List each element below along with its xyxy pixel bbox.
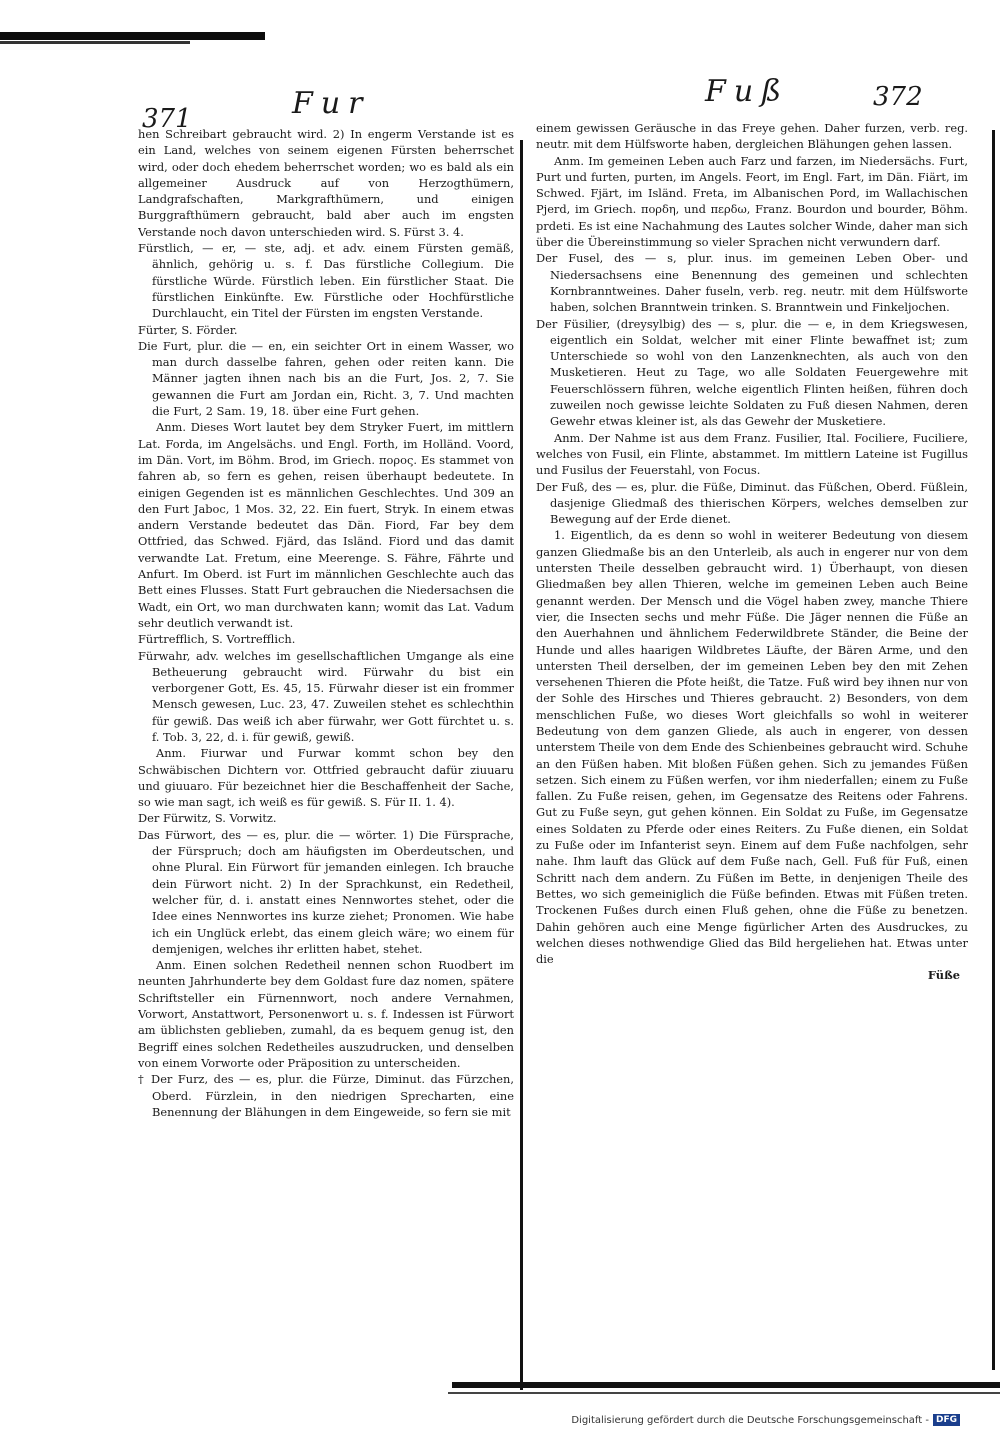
right-text-column [536, 120, 968, 1378]
text-paragraph: Das Fürwort, des — es, plur. die — wörter. 1) Die Fürsprache, der Fürspruch; doch am häufigsten im Oberdeutschen, und ohne Plural. Ein Fürwort für jemanden einlegen. Ich brauche dein Fürwort nicht. 2) In der Sprachkunst, ein Redetheil, welcher für, d. i. anstatt eines Nennwortes stehet, oder die Idee eines Nennwortes ins kurze ziehet; Pronomen. Wie habe ich ein Unglück erlebt, das einem gleich wäre; wo einem für demjenigen, welches ihr erlitten habet, stehet. [138, 827, 514, 956]
text-paragraph: einem gewissen Geräusche in das Freye gehen. Daher furzen, verb. reg. neutr. mit dem Hülfsworte haben, dergleichen Blähungen gehen lassen. [536, 121, 968, 152]
text-paragraph: Der Füsilier, (dreysylbig) des — s, plur. die — e, in dem Kriegswesen, eigentlich ein Soldat, welcher mit einer Flinte bewaffnet ist; zum Unterschiede so wohl von den Lanzenknechten, als auch von den Musketieren. Heut zu Tage, wo alle Soldaten Feuergewehre mit Feuerschlössern führen, welche eigentlich Flinten heißen, führen doch zuweilen noch gewisse leichte Soldaten zu Fuß diesen Nahmen, deren Gewehr etwas kleiner ist, als das Gewehr der Musketiere. [536, 316, 968, 429]
text-paragraph: Der Fürwitz, S. Vorwitz. [138, 811, 277, 826]
dfg-logo: DFG [933, 1414, 960, 1426]
text-paragraph: Fürstlich, — er, — ste, adj. et adv. einem Fürsten gemäß, ähnlich, gehörig u. s. f. Das fürstliche Collegium. Die fürstliche Würde. Fürstlich leben. Ein fürstlicher Staat. Die fürstlichen Einkünfte. Ew. Fürstliche oder Hochfürstliche Durchlaucht, ein Titel der Fürsten im engsten Verstande. [138, 241, 514, 321]
text-paragraph: Füße [927, 968, 960, 983]
text-paragraph: Anm. Der Nahme ist aus dem Franz. Fusilier, Ital. Fociliere, Fuciliere, welches von Fusil, ein Flinte, abstammet. Im mittlern Lateine ist Fugillus und Fusilus der Feuerstahl, von Focus. [536, 430, 968, 478]
text-paragraph: Fürwahr, adv. welches im gesellschaftlichen Umgange als eine Betheuerung gebraucht wird. Fürwahr du bist ein verborgener Gott, Es. 45, 15. Fürwahr dieser ist ein frommer Mensch gewesen, Luc. 23, 47. Zuweilen stehet es schlechthin für gewiß. Das weiß ich aber fürwahr, wer Gott fürchtet u. s. f. Tob. 3, 22, d. i. für gewiß, gewiß. [138, 648, 514, 744]
text-paragraph: Anm. Fiurwar und Furwar kommt schon bey den Schwäbischen Dichtern vor. Ottfried gebraucht dafür ziuuaru und giuuaro. Für bezeichnet hier die Beschaffenheit der Sache, so wie man sagt, ich weiß es für gewiß. S. Für II. 1. 4). [138, 746, 514, 810]
gutter-line [520, 140, 523, 1390]
text-paragraph: Die Furt, plur. die — en, ein seichter Ort in einem Wasser, wo man durch dasselbe fahren, gehen oder reiten kann. Die Männer jagten ihnen nach bis an die Furt, Jos. 2, 7. Sie gewannen die Furt am Jordan ein, Richt. 3, 7. Und machten die Furt, 2 Sam. 19, 18. über eine Furt gehen. [138, 338, 514, 419]
left-headword: Fur [292, 86, 371, 121]
footer-text: Digitalisierung gefördert durch die Deutsche Forschungsgemeinschaft - [571, 1414, 929, 1426]
bottom-edge-bar-thin [448, 1392, 1000, 1394]
right-headword: Fuß [705, 74, 790, 109]
bottom-edge-bar [452, 1382, 1000, 1388]
text-paragraph: † Der Furz, des — es, plur. die Fürze, Diminut. das Fürzchen, Oberd. Fürzlein, in den niedrigen Sprecharten, eine Benennung der Blähungen in dem Eingeweide, so fern sie mit [138, 1072, 514, 1119]
text-paragraph: Anm. Im gemeinen Leben auch Farz und farzen, im Niedersächs. Furt, Purt und furten, purten, im Angels. Feort, im Engl. Fart, im Dän. Fiärt, im Schwed. Fjärt, im Isländ. Freta, im Albanischen Pord, im Wallachischen Pjerd, im Griech. πορδη, und περδω, Franz. Bourdon und bourder, Böhm. prdeti. Es ist eine Nachahmung des Lautes solcher Winde, daher man sich über die Übereinstimmung so vieler Sprachen nicht verwundern darf. [536, 153, 968, 250]
right-edge-line [992, 130, 995, 1370]
scan-edge-bar [0, 32, 265, 40]
text-paragraph: Fürtrefflich, S. Vortrefflich. [138, 632, 296, 647]
text-paragraph: Der Fuß, des — es, plur. die Füße, Diminut. das Füßchen, Oberd. Füßlein, dasjenige Gliedmaß des thierischen Körpers, welches demselben zur Bewegung auf der Erde dienet. [536, 479, 968, 527]
left-page-number: 371 [142, 104, 192, 134]
left-text-column [138, 126, 514, 1372]
text-paragraph: hen Schreibart gebraucht wird. 2) In engerm Verstande ist es ein Land, welches von seinem eigenen Fürsten beherrschet wird, oder doch ehedem beherrschet worden; wo es bald als ein allgemeiner Ausdruck auf von Herzogthümern, Landgrafschaften, Markgrafthümern, und einigen Burggrafthümern gebraucht, bald aber auch im engsten Verstande noch davon unterschieden wird. S. Fürst 3. 4. [138, 127, 514, 239]
footer [571, 1414, 960, 1426]
right-page-number: 372 [873, 82, 923, 112]
text-paragraph: Anm. Einen solchen Redetheil nennen schon Ruodbert im neunten Jahrhunderte bey dem Goldast fure daz nomen, spätere Schriftsteller ein Fürnennwort, noch andere Vernahmen, Vorwort, Anstattwort, Personenwort u. s. f. Indessen ist Fürwort am üblichsten geblieben, zumahl, da es bequem genug ist, den Begriff eines solchen Redetheiles auszudrucken, und denselben von einem Vorworte oder Präposition zu unterscheiden. [138, 958, 514, 1070]
text-paragraph: Der Fusel, des — s, plur. inus. im gemeinen Leben Ober- und Niedersachsens eine Benennung des gemeinen und schlechten Kornbranntweines. Daher fuseln, verb. reg. neutr. mit dem Hülfsworte haben, solchen Branntwein trinken. S. Branntwein und Finkeljochen. [536, 251, 968, 315]
scan-edge-bar-thin [0, 41, 190, 44]
text-paragraph: Fürter, S. Förder. [138, 322, 238, 337]
text-paragraph: Anm. Dieses Wort lautet bey dem Stryker Fuert, im mittlern Lat. Forda, im Angelsächs. und Engl. Forth, im Holländ. Voord, im Dän. Vort, im Böhm. Brod, im Griech. πορος. Es stammet von fahren ab, so fern es gehen, reisen überhaupt bedeutete. In einigen Gegenden ist es männlichen Geschlechtes. Und 309 an den Furt Jaboc, 1 Mos. 32, 22. Ein fuert, Stryk. In einem etwas andern Verstande bedeutet das Dän. Fiord, Far bey dem Ottfried, das Schwed. Fjärd, das Isländ. Fiord und das damit verwandte Lat. Fretum, eine Meerenge. S. Fähre, Fährte und Anfurt. Im Oberd. ist Furt im männlichen Geschlechte auch das Bett eines Flusses. Statt Furt gebrauchen die Niedersachsen die Wadt, ein Ort, wo man durchwaten kann; womit das Lat. Vadum sehr deutlich verwandt ist. [138, 420, 514, 630]
text-paragraph: 1. Eigentlich, da es denn so wohl in weiterer Bedeutung von diesem ganzen Gliedmaße bis an den Unterleib, als auch in engerer nur von dem untersten Theile desselben gebraucht wird. 1) Überhaupt, von diesen Gliedmaßen bey allen Thieren, welche im gemeinen Leben auch Beine genannt werden. Der Mensch und die Vögel haben zwey, manche Thiere vier, die Insecten sechs und mehr Füße. Die Jäger nennen die Füße an den Auerhahnen und ähnlichem Federwildbrete Ständer, die Beine der Hunde und alles haarigen Wildbretes Läufte, der Bären Arme, und den untersten Theil derselben, der im gemeinen Leben bey den mit Zehen versehenen Thieren die Pfote heißt, die Tatze. Fuß wird bey ihnen nur von der Sohle des Hirsches und Thieres gebraucht. 2) Besonders, von dem menschlichen Fuße, wo dieses Wort gleichfalls so wohl in weiterer Bedeutung von dem ganzen Gliede, als auch in engerer, von dessen unterstem Theile von dem Ende des Schienbeines gebraucht wird. Schuhe an den Füßen haben. Mit bloßen Füßen gehen. Sich zu jemandes Füßen setzen. Sich einem zu Füßen werfen, vor ihm niederfallen; einem zu Fuße fallen. Zu Fuße reisen, gehen, im Gegensatze des Reitens oder Fahrens. Gut zu Fuße seyn, gut gehen können. Ein Soldat zu Fuße, im Gegensatze eines Soldaten zu Pferde oder eines Reiters. Zu Fuße dienen, ein Soldat zu Fuße oder im Infanterist seyn. Einem auf dem Fuße nachfolgen, sehr nahe. Ihm lauft das Glück auf dem Fuße nach, Gell. Fuß für Fuß, einen Schritt nach dem andern. Zu Füßen im Bette, in denjenigen Theile des Bettes, wo sich gemeiniglich die Füße befinden. Etwas mit Füßen treten. Trockenen Fußes durch einen Fluß gehen, ohne die Füße zu benetzen. Dahin gehören auch eine Menge figürlicher Arten des Ausdruckes, zu welchen dieses nothwendige Glied das Bild hergeliehen hat. Etwas unter die [536, 528, 968, 967]
